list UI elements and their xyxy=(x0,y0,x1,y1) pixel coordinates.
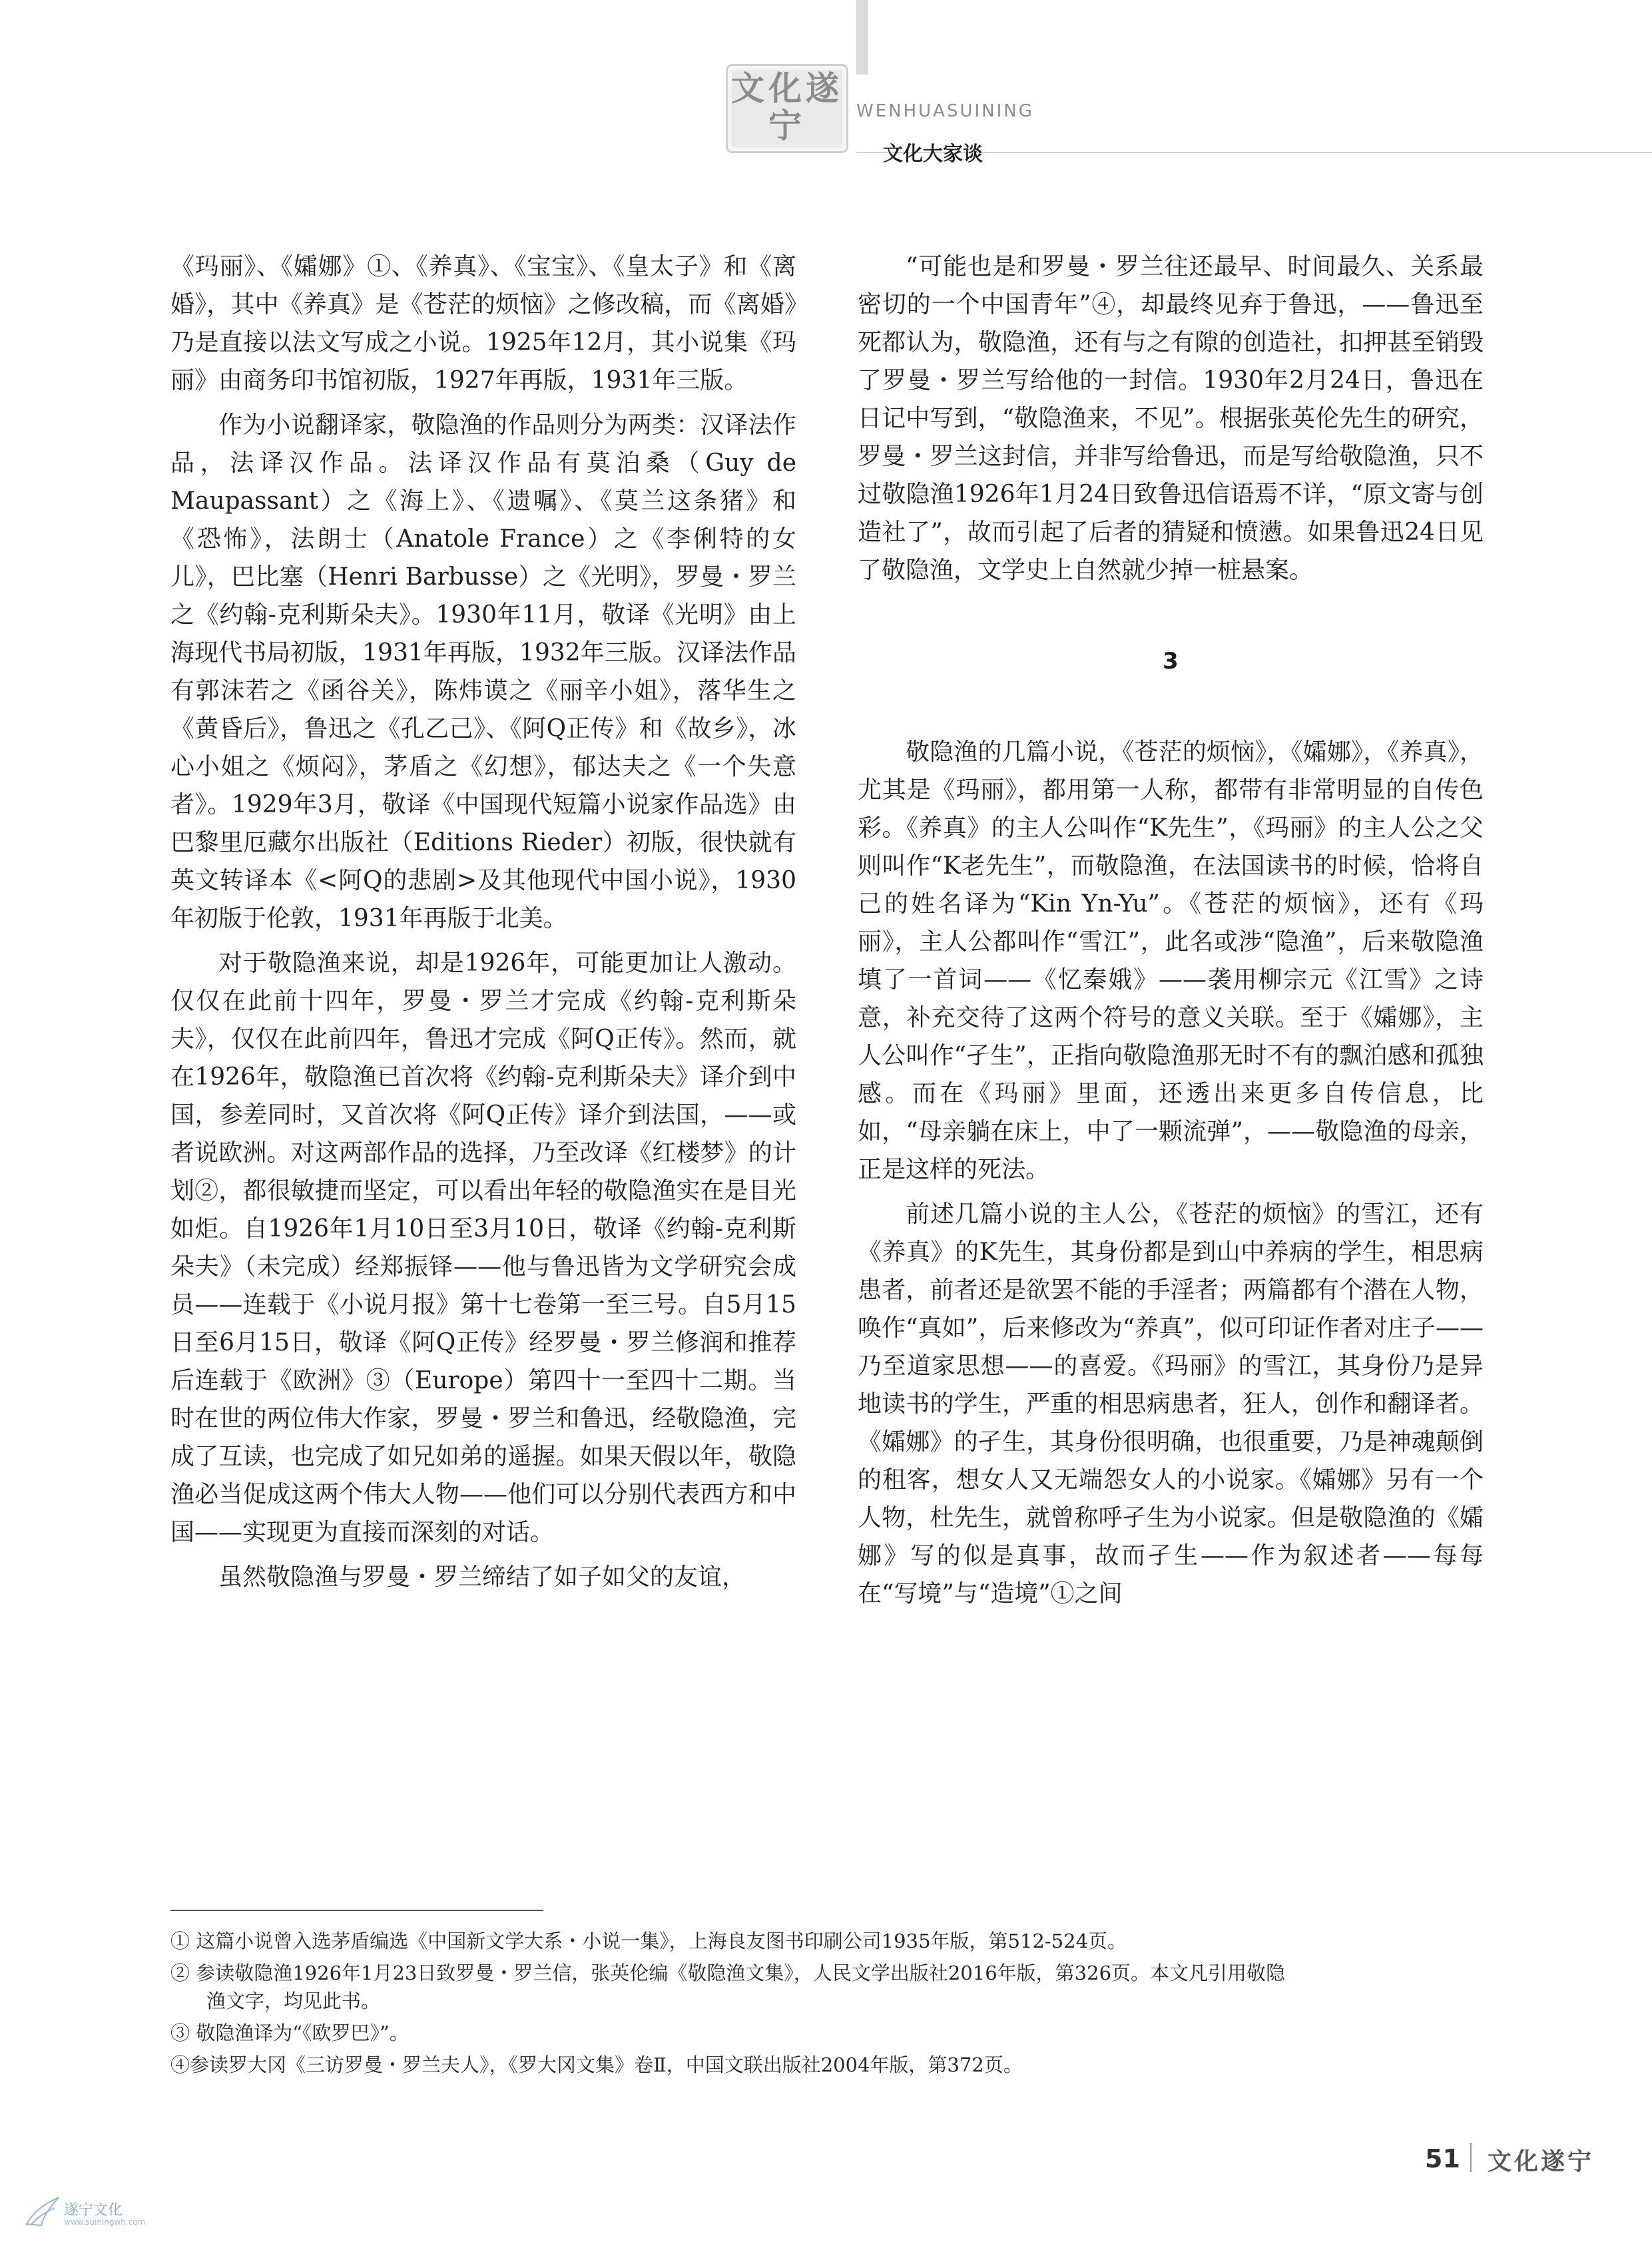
paragraph: 前述几篇小说的主人公，《苍茫的烦恼》的雪江，还有《养真》的K先生，其身份都是到山中养病的学生，相思病患者，前者还是欲罢不能的手淫者；两篇都有个潜在人物，唤作“真如”，后来修改为“养真”，似可印证作者对庄子——乃至道家思想——的喜爱。《玛丽》的雪江，其身份乃是异地读书的学生，严重的相思病患者，狂人，创作和翻译者。《孀娜》的孑生，其身份很明确，也很重要，乃是神魂颠倒的租客，想女人又无端怨女人的小说家。《孀娜》另有一个人物，杜先生，就曾称呼孑生为小说家。但是敬隐渔的《孀娜》写的似是真事，故而孑生——作为叙述者——每每在“写境”与“造境”①之间 xyxy=(858,1201,1484,1607)
column-name: 文化大家谈 xyxy=(883,142,983,166)
footnote-continuation: 渔文字，均见此书。 xyxy=(206,1990,381,2012)
footnote-divider xyxy=(170,1910,543,1911)
watermark xyxy=(24,2192,150,2235)
watermark-name: 遂宁文化 xyxy=(64,2202,123,2219)
footnote-4 xyxy=(170,2051,1476,2079)
header-vertical-rule xyxy=(856,0,868,75)
logo-text: 文化遂宁 xyxy=(731,69,843,145)
footnotes xyxy=(170,1927,1476,2083)
footer-separator xyxy=(1470,2143,1472,2172)
paragraph: 虽然敬隐渔与罗曼・罗兰缔结了如子如父的友谊， xyxy=(218,1563,746,1591)
footer-brand: 文化遂宁 xyxy=(1488,2147,1595,2175)
footnote-text: ③ 敬隐渔译为“《欧罗巴》”。 xyxy=(170,2022,409,2044)
footnote-text: ① 这篇小说曾入选茅盾编选《中国新文学大系・小说一集》，上海良友图书印刷公司1935年版，第512-524页。 xyxy=(170,1930,1127,1952)
page-number: 51 xyxy=(1425,2144,1460,2173)
paragraph: 对于敬隐渔来说，却是1926年，可能更加让人激动。仅仅在此前十四年，罗曼・罗兰才完成《约翰-克利斯朵夫》，仅仅在此前四年，鲁迅才完成《阿Q正传》。然而，就在1926年，敬隐渔已首次将《约翰-克利斯朵夫》译介到中国，参差同时，又首次将《阿Q正传》译介到法国，——或者说欧洲。对这两部作品的选择，乃至改译《红楼梦》的计划②，都很敏捷而坚定，可以看出年轻的敬隐渔实在是目光如炬。自1926年1月10日至3月10日，敬译《约翰-克利斯朵夫》（未完成）经郑振铎——他与鲁迅皆为文学研究会成员——连载于《小说月报》第十七卷第一至三号。自5月15日至6月15日，敬译《阿Q正传》经罗曼・罗兰修润和推荐后连载于《欧洲》③（Europe）第四十一至四十二期。当时在世的两位伟大作家，罗曼・罗兰和鲁迅，经敬隐渔，完成了互读，也完成了如兄如弟的遥握。如果天假以年，敬隐渔必当促成这两个伟大人物——他们可以分别代表西方和中国——实现更为直接而深刻的对话。 xyxy=(170,950,796,1546)
magazine-logo xyxy=(726,64,848,153)
paragraph: 作为小说翻译家，敬隐渔的作品则分为两类：汉译法作品，法译汉作品。法译汉作品有莫泊桑（Guy de Maupassant）之《海上》、《遗嘱》、《莫兰这条猪》和《恐怖》，法朗士（Anatole France）之《李俐特的女儿》，巴比塞（Henri Barbusse）之《光明》，罗曼・罗兰之《约翰-克利斯朵夫》。1930年11月，敬译《光明》由上海现代书局初版，1931年再版，1932年三版。汉译法作品有郭沫若之《函谷关》，陈炜谟之《丽辛小姐》，落华生之《黄昏后》，鲁迅之《孔乙己》、《阿Q正传》和《故乡》，冰心小姐之《烦闷》，茅盾之《幻想》，郁达夫之《一个失意者》。1929年3月，敬译《中国现代短篇小说家作品选》由巴黎里厄藏尔出版社（Editions Rieder）初版，很快就有英文转译本《<阿Q的悲剧>及其他现代中国小说》，1930年初版于伦敦，1931年再版于北美。 xyxy=(170,412,796,932)
paragraph: 敬隐渔的几篇小说，《苍茫的烦恼》，《孀娜》，《养真》，尤其是《玛丽》，都用第一人称，都带有非常明显的自传色彩。《养真》的主人公叫作“K先生”，《玛丽》的主人公之父则叫作“K老先生”，而敬隐渔，在法国读书的时候，恰将自己的姓名译为“Kin Yn-Yu”。《苍茫的烦恼》，还有《玛丽》，主人公都叫作“雪江”，此名或涉“隐渔”，后来敬隐渔填了一首词——《忆秦娥》——袭用柳宗元《江雪》之诗意，补充交待了这两个符号的意义关联。至于《孀娜》，主人公叫作“孑生”，正指向敬隐渔那无时不有的飘泊感和孤独感。而在《玛丽》里面，还透出来更多自传信息，比如，“母亲躺在床上，中了一颗流弹”，——敬隐渔的母亲，正是这样的死法。 xyxy=(858,738,1484,1183)
section-number: 3 xyxy=(1163,648,1179,675)
right-column xyxy=(858,248,1484,1619)
site-name: WENHUASUINING xyxy=(856,101,1034,121)
paragraph: 《玛丽》、《孀娜》①、《养真》、《宝宝》、《皇太子》和《离婚》，其中《养真》是《苍茫的烦恼》之修改稿，而《离婚》乃是直接以法文写成之小说。1925年12月，其小说集《玛丽》由商务印书馆初版，1927年再版，1931年三版。 xyxy=(170,253,796,394)
footnote-text: ② 参读敬隐渔1926年1月23日致罗曼・罗兰信，张英伦编《敬隐渔文集》，人民文学出版社2016年版，第326页。本文凡引用敬隐 xyxy=(170,1962,1286,1984)
wing-icon xyxy=(24,2192,61,2232)
footnote-3 xyxy=(170,2019,1476,2047)
paragraph: “可能也是和罗曼・罗兰往还最早、时间最久、关系最密切的一个中国青年”④，却最终见弃于鲁迅，——鲁迅至死都认为，敬隐渔，还有与之有隙的创造社，扣押甚至销毁了罗曼・罗兰写给他的一封信。1930年2月24日，鲁迅在日记中写到，“敬隐渔来，不见”。根据张英伦先生的研究，罗曼・罗兰这封信，并非写给鲁迅，而是写给敬隐渔，只不过敬隐渔1926年1月24日致鲁迅信语焉不详，“原文寄与创造社了”，故而引起了后者的猜疑和愤懑。如果鲁迅24日见了敬隐渔，文学史上自然就少掉一桩悬案。 xyxy=(858,253,1484,584)
watermark-url: www.suiningwh.com xyxy=(64,2217,146,2227)
footnote-1 xyxy=(170,1927,1476,1955)
left-column xyxy=(170,248,796,1603)
footnote-text: ④参读罗大冈《三访罗曼・罗兰夫人》，《罗大冈文集》卷Ⅱ，中国文联出版社2004年版，第372页。 xyxy=(170,2054,1023,2076)
footnote-2 xyxy=(170,1959,1476,2015)
